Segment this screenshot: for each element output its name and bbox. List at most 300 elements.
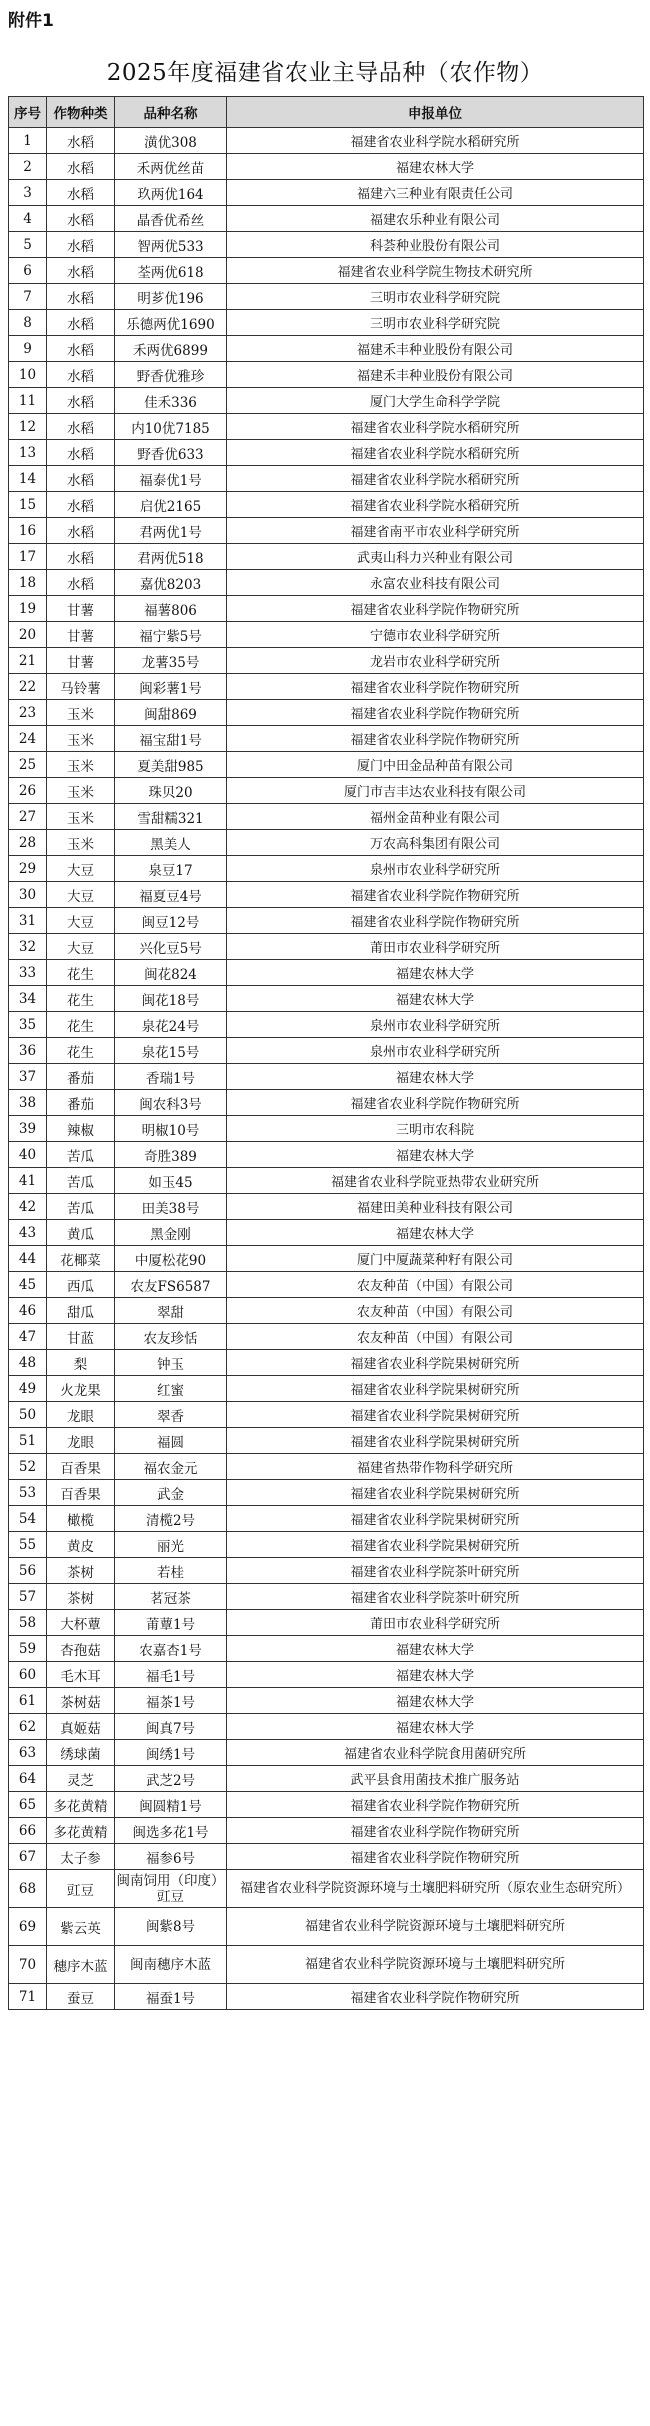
row-crop-type: 玉米 — [47, 804, 115, 830]
row-index: 21 — [9, 648, 47, 674]
row-applicant-unit: 福建省农业科学院作物研究所 — [227, 882, 644, 908]
row-applicant-unit: 莆田市农业科学研究所 — [227, 934, 644, 960]
row-crop-type: 黄瓜 — [47, 1220, 115, 1246]
row-crop-type: 甘薯 — [47, 596, 115, 622]
row-index: 29 — [9, 856, 47, 882]
row-crop-type: 橄榄 — [47, 1506, 115, 1532]
row-variety-name: 兴化豆5号 — [115, 934, 227, 960]
row-index: 53 — [9, 1480, 47, 1506]
row-index: 66 — [9, 1818, 47, 1844]
row-applicant-unit: 福建省农业科学院作物研究所 — [227, 1984, 644, 2010]
row-index: 7 — [9, 284, 47, 310]
row-index: 70 — [9, 1946, 47, 1984]
row-crop-type: 大豆 — [47, 908, 115, 934]
row-applicant-unit: 泉州市农业科学研究所 — [227, 1012, 644, 1038]
row-crop-type: 水稻 — [47, 570, 115, 596]
table-header-row — [9, 97, 644, 128]
row-index: 59 — [9, 1636, 47, 1662]
row-applicant-unit: 福建省农业科学院作物研究所 — [227, 674, 644, 700]
table-row — [9, 258, 644, 284]
table-row — [9, 1350, 644, 1376]
table-row — [9, 882, 644, 908]
table-row — [9, 518, 644, 544]
row-crop-type: 水稻 — [47, 206, 115, 232]
table-row — [9, 284, 644, 310]
row-applicant-unit: 福建省农业科学院水稻研究所 — [227, 466, 644, 492]
row-crop-type: 水稻 — [47, 258, 115, 284]
row-index: 10 — [9, 362, 47, 388]
row-variety-name: 闽甜869 — [115, 700, 227, 726]
row-applicant-unit: 农友种苗（中国）有限公司 — [227, 1298, 644, 1324]
row-index: 39 — [9, 1116, 47, 1142]
row-applicant-unit: 福建省农业科学院亚热带农业研究所 — [227, 1168, 644, 1194]
row-index: 9 — [9, 336, 47, 362]
attachment-label: 附件1 — [8, 11, 54, 31]
row-index: 42 — [9, 1194, 47, 1220]
row-variety-name: 田美38号 — [115, 1194, 227, 1220]
row-crop-type: 绣球菌 — [47, 1740, 115, 1766]
row-variety-name: 闽紫8号 — [115, 1908, 227, 1946]
table-row — [9, 1298, 644, 1324]
row-index: 16 — [9, 518, 47, 544]
row-index: 14 — [9, 466, 47, 492]
table-row — [9, 830, 644, 856]
row-variety-name: 莆蕈1号 — [115, 1610, 227, 1636]
row-index: 8 — [9, 310, 47, 336]
row-crop-type: 茶树菇 — [47, 1688, 115, 1714]
row-crop-type: 苦瓜 — [47, 1194, 115, 1220]
row-crop-type: 豇豆 — [47, 1870, 115, 1908]
row-index: 23 — [9, 700, 47, 726]
row-crop-type: 紫云英 — [47, 1908, 115, 1946]
row-applicant-unit: 福建田美种业科技有限公司 — [227, 1194, 644, 1220]
row-crop-type: 水稻 — [47, 440, 115, 466]
row-applicant-unit: 福建省农业科学院果树研究所 — [227, 1480, 644, 1506]
row-variety-name: 启优2165 — [115, 492, 227, 518]
row-variety-name: 闽绣1号 — [115, 1740, 227, 1766]
table-row — [9, 1662, 644, 1688]
row-crop-type: 玉米 — [47, 726, 115, 752]
row-index: 57 — [9, 1584, 47, 1610]
row-variety-name: 智两优533 — [115, 232, 227, 258]
row-applicant-unit: 厦门大学生命科学学院 — [227, 388, 644, 414]
table-row — [9, 1584, 644, 1610]
row-index: 15 — [9, 492, 47, 518]
row-variety-name: 禾两优丝苗 — [115, 154, 227, 180]
row-applicant-unit: 福建省农业科学院果树研究所 — [227, 1376, 644, 1402]
table-row — [9, 726, 644, 752]
header-applicant-unit: 申报单位 — [227, 97, 644, 128]
table-row — [9, 362, 644, 388]
row-crop-type: 水稻 — [47, 388, 115, 414]
row-crop-type: 水稻 — [47, 310, 115, 336]
table-row — [9, 1012, 644, 1038]
table-row — [9, 1246, 644, 1272]
row-index: 3 — [9, 180, 47, 206]
table-row — [9, 1740, 644, 1766]
row-index: 25 — [9, 752, 47, 778]
row-variety-name: 闽花824 — [115, 960, 227, 986]
row-index: 60 — [9, 1662, 47, 1688]
row-variety-name: 若桂 — [115, 1558, 227, 1584]
row-variety-name: 内10优7185 — [115, 414, 227, 440]
row-index: 61 — [9, 1688, 47, 1714]
row-index: 69 — [9, 1908, 47, 1946]
table-row — [9, 1766, 644, 1792]
table-row — [9, 466, 644, 492]
row-applicant-unit: 莆田市农业科学研究所 — [227, 1610, 644, 1636]
row-variety-name: 红蜜 — [115, 1376, 227, 1402]
table-row — [9, 1870, 644, 1908]
row-applicant-unit: 福建省农业科学院果树研究所 — [227, 1506, 644, 1532]
table-row — [9, 570, 644, 596]
table-row — [9, 1116, 644, 1142]
row-applicant-unit: 福建禾丰种业股份有限公司 — [227, 362, 644, 388]
row-applicant-unit: 福建省农业科学院作物研究所 — [227, 726, 644, 752]
row-applicant-unit: 福建省农业科学院作物研究所 — [227, 1844, 644, 1870]
row-index: 19 — [9, 596, 47, 622]
row-applicant-unit: 福建农林大学 — [227, 1064, 644, 1090]
row-applicant-unit: 宁德市农业科学研究所 — [227, 622, 644, 648]
row-crop-type: 玉米 — [47, 830, 115, 856]
row-applicant-unit: 福建省农业科学院作物研究所 — [227, 1792, 644, 1818]
row-applicant-unit: 福建省农业科学院水稻研究所 — [227, 414, 644, 440]
row-applicant-unit: 福建省农业科学院水稻研究所 — [227, 492, 644, 518]
row-index: 32 — [9, 934, 47, 960]
row-index: 5 — [9, 232, 47, 258]
row-applicant-unit: 福建省农业科学院茶叶研究所 — [227, 1584, 644, 1610]
row-variety-name: 君两优1号 — [115, 518, 227, 544]
row-variety-name: 福参6号 — [115, 1844, 227, 1870]
header-crop-type: 作物种类 — [47, 97, 115, 128]
row-crop-type: 龙眼 — [47, 1402, 115, 1428]
row-crop-type: 甘薯 — [47, 648, 115, 674]
row-crop-type: 真姬菇 — [47, 1714, 115, 1740]
row-variety-name: 翠香 — [115, 1402, 227, 1428]
row-crop-type: 番茄 — [47, 1090, 115, 1116]
row-crop-type: 百香果 — [47, 1480, 115, 1506]
row-variety-name: 泉花15号 — [115, 1038, 227, 1064]
row-applicant-unit: 福建省农业科学院作物研究所 — [227, 1818, 644, 1844]
row-applicant-unit: 福建省农业科学院果树研究所 — [227, 1350, 644, 1376]
row-crop-type: 苦瓜 — [47, 1142, 115, 1168]
row-index: 13 — [9, 440, 47, 466]
row-applicant-unit: 三明市农科院 — [227, 1116, 644, 1142]
row-index: 22 — [9, 674, 47, 700]
row-crop-type: 大豆 — [47, 856, 115, 882]
row-crop-type: 花椰菜 — [47, 1246, 115, 1272]
row-variety-name: 潢优308 — [115, 128, 227, 154]
row-applicant-unit: 福建省农业科学院生物技术研究所 — [227, 258, 644, 284]
table-row — [9, 1454, 644, 1480]
row-index: 46 — [9, 1298, 47, 1324]
table-row — [9, 1324, 644, 1350]
row-applicant-unit: 福建省农业科学院资源环境与土壤肥料研究所 — [227, 1908, 644, 1946]
row-crop-type: 水稻 — [47, 128, 115, 154]
row-index: 67 — [9, 1844, 47, 1870]
row-index: 33 — [9, 960, 47, 986]
table-row — [9, 414, 644, 440]
row-index: 34 — [9, 986, 47, 1012]
row-variety-name: 福泰优1号 — [115, 466, 227, 492]
header-variety-name: 品种名称 — [115, 97, 227, 128]
header-index: 序号 — [9, 97, 47, 128]
row-index: 36 — [9, 1038, 47, 1064]
row-index: 49 — [9, 1376, 47, 1402]
row-variety-name: 黑美人 — [115, 830, 227, 856]
table-row — [9, 752, 644, 778]
row-index: 58 — [9, 1610, 47, 1636]
row-index: 1 — [9, 128, 47, 154]
table-row — [9, 1038, 644, 1064]
row-variety-name: 晶香优希丝 — [115, 206, 227, 232]
row-applicant-unit: 福建省农业科学院茶叶研究所 — [227, 1558, 644, 1584]
row-variety-name: 福圆 — [115, 1428, 227, 1454]
row-variety-name: 黑金刚 — [115, 1220, 227, 1246]
row-index: 65 — [9, 1792, 47, 1818]
table-row — [9, 544, 644, 570]
row-crop-type: 辣椒 — [47, 1116, 115, 1142]
row-variety-name: 泉豆17 — [115, 856, 227, 882]
row-applicant-unit: 福建省农业科学院水稻研究所 — [227, 440, 644, 466]
row-crop-type: 多花黄精 — [47, 1818, 115, 1844]
row-index: 12 — [9, 414, 47, 440]
table-row — [9, 934, 644, 960]
table-row — [9, 908, 644, 934]
table-row — [9, 1168, 644, 1194]
table-row — [9, 1714, 644, 1740]
table-row — [9, 1194, 644, 1220]
row-variety-name: 闽选多花1号 — [115, 1818, 227, 1844]
table-row — [9, 310, 644, 336]
document-title: 2025年度福建省农业主导品种（农作物） — [106, 60, 544, 86]
row-index: 54 — [9, 1506, 47, 1532]
row-variety-name: 嘉优8203 — [115, 570, 227, 596]
table-row — [9, 1908, 644, 1946]
row-applicant-unit: 泉州市农业科学研究所 — [227, 856, 644, 882]
row-index: 52 — [9, 1454, 47, 1480]
row-variety-name: 荃两优618 — [115, 258, 227, 284]
row-variety-name: 茗冠茶 — [115, 1584, 227, 1610]
table-row — [9, 1636, 644, 1662]
table-row — [9, 1844, 644, 1870]
row-variety-name: 明椒10号 — [115, 1116, 227, 1142]
row-crop-type: 花生 — [47, 986, 115, 1012]
row-applicant-unit: 福建禾丰种业股份有限公司 — [227, 336, 644, 362]
table-row — [9, 1610, 644, 1636]
table-row — [9, 622, 644, 648]
table-row — [9, 1142, 644, 1168]
row-crop-type: 水稻 — [47, 232, 115, 258]
row-crop-type: 水稻 — [47, 544, 115, 570]
row-index: 56 — [9, 1558, 47, 1584]
row-crop-type: 水稻 — [47, 492, 115, 518]
table-row — [9, 1402, 644, 1428]
row-index: 47 — [9, 1324, 47, 1350]
row-applicant-unit: 科荟种业股份有限公司 — [227, 232, 644, 258]
row-crop-type: 甜瓜 — [47, 1298, 115, 1324]
row-crop-type: 花生 — [47, 960, 115, 986]
row-index: 43 — [9, 1220, 47, 1246]
row-variety-name: 夏美甜985 — [115, 752, 227, 778]
row-variety-name: 奇胜389 — [115, 1142, 227, 1168]
row-index: 45 — [9, 1272, 47, 1298]
row-applicant-unit: 福建农林大学 — [227, 1714, 644, 1740]
row-applicant-unit: 龙岩市农业科学研究所 — [227, 648, 644, 674]
table-row — [9, 700, 644, 726]
row-crop-type: 苦瓜 — [47, 1168, 115, 1194]
row-index: 27 — [9, 804, 47, 830]
table-row — [9, 856, 644, 882]
row-crop-type: 茶树 — [47, 1584, 115, 1610]
row-applicant-unit: 泉州市农业科学研究所 — [227, 1038, 644, 1064]
row-variety-name: 闽豆12号 — [115, 908, 227, 934]
row-index: 31 — [9, 908, 47, 934]
row-applicant-unit: 武夷山科力兴种业有限公司 — [227, 544, 644, 570]
row-applicant-unit: 福建农林大学 — [227, 1220, 644, 1246]
table-row — [9, 804, 644, 830]
row-crop-type: 毛木耳 — [47, 1662, 115, 1688]
row-variety-name: 泉花24号 — [115, 1012, 227, 1038]
table-row — [9, 492, 644, 518]
row-crop-type: 甘薯 — [47, 622, 115, 648]
row-applicant-unit: 福建农林大学 — [227, 1636, 644, 1662]
row-index: 30 — [9, 882, 47, 908]
table-row — [9, 596, 644, 622]
row-crop-type: 灵芝 — [47, 1766, 115, 1792]
row-crop-type: 太子参 — [47, 1844, 115, 1870]
table-row — [9, 440, 644, 466]
row-variety-name: 佳禾336 — [115, 388, 227, 414]
row-index: 62 — [9, 1714, 47, 1740]
row-variety-name: 丽光 — [115, 1532, 227, 1558]
row-variety-name: 龙薯35号 — [115, 648, 227, 674]
row-applicant-unit: 福建六三种业有限责任公司 — [227, 180, 644, 206]
row-index: 20 — [9, 622, 47, 648]
table-row — [9, 1688, 644, 1714]
row-crop-type: 玉米 — [47, 752, 115, 778]
row-crop-type: 多花黄精 — [47, 1792, 115, 1818]
row-crop-type: 大豆 — [47, 882, 115, 908]
table-row — [9, 1376, 644, 1402]
table-row — [9, 1480, 644, 1506]
row-index: 26 — [9, 778, 47, 804]
row-crop-type: 火龙果 — [47, 1376, 115, 1402]
table-row — [9, 128, 644, 154]
row-crop-type: 黄皮 — [47, 1532, 115, 1558]
row-applicant-unit: 福建省农业科学院果树研究所 — [227, 1402, 644, 1428]
row-crop-type: 蚕豆 — [47, 1984, 115, 2010]
row-applicant-unit: 福建省热带作物科学研究所 — [227, 1454, 644, 1480]
row-index: 11 — [9, 388, 47, 414]
row-crop-type: 西瓜 — [47, 1272, 115, 1298]
row-applicant-unit: 福建省农业科学院果树研究所 — [227, 1532, 644, 1558]
row-applicant-unit: 厦门中田金品种苗有限公司 — [227, 752, 644, 778]
table-row — [9, 154, 644, 180]
table-row — [9, 986, 644, 1012]
row-index: 28 — [9, 830, 47, 856]
row-variety-name: 清榄2号 — [115, 1506, 227, 1532]
row-crop-type: 玉米 — [47, 700, 115, 726]
row-variety-name: 野香优633 — [115, 440, 227, 466]
table-body — [9, 128, 644, 2010]
row-index: 50 — [9, 1402, 47, 1428]
row-applicant-unit: 农友种苗（中国）有限公司 — [227, 1324, 644, 1350]
row-variety-name: 福农金元 — [115, 1454, 227, 1480]
row-index: 63 — [9, 1740, 47, 1766]
row-applicant-unit: 万农高科集团有限公司 — [227, 830, 644, 856]
table-row — [9, 1064, 644, 1090]
row-applicant-unit: 福建农林大学 — [227, 986, 644, 1012]
row-variety-name: 玖两优164 — [115, 180, 227, 206]
table-row — [9, 648, 644, 674]
row-variety-name: 农嘉杏1号 — [115, 1636, 227, 1662]
row-applicant-unit: 福建省农业科学院作物研究所 — [227, 1090, 644, 1116]
table-row — [9, 960, 644, 986]
row-variety-name: 禾两优6899 — [115, 336, 227, 362]
row-applicant-unit: 福建省农业科学院食用菌研究所 — [227, 1740, 644, 1766]
row-index: 68 — [9, 1870, 47, 1908]
row-variety-name: 闽圆精1号 — [115, 1792, 227, 1818]
row-variety-name: 翠甜 — [115, 1298, 227, 1324]
row-applicant-unit: 厦门市吉丰达农业科技有限公司 — [227, 778, 644, 804]
row-crop-type: 杏孢菇 — [47, 1636, 115, 1662]
row-applicant-unit: 福建农林大学 — [227, 1142, 644, 1168]
row-index: 35 — [9, 1012, 47, 1038]
row-variety-name: 中厦松花90 — [115, 1246, 227, 1272]
row-index: 55 — [9, 1532, 47, 1558]
row-applicant-unit: 武平县食用菌技术推广服务站 — [227, 1766, 644, 1792]
table-row — [9, 1220, 644, 1246]
row-index: 18 — [9, 570, 47, 596]
row-crop-type: 水稻 — [47, 336, 115, 362]
row-crop-type: 水稻 — [47, 414, 115, 440]
row-crop-type: 番茄 — [47, 1064, 115, 1090]
row-crop-type: 花生 — [47, 1038, 115, 1064]
row-applicant-unit: 福建农林大学 — [227, 1662, 644, 1688]
table-row — [9, 232, 644, 258]
row-crop-type: 龙眼 — [47, 1428, 115, 1454]
table-row — [9, 1090, 644, 1116]
row-crop-type: 穗序木蓝 — [47, 1946, 115, 1984]
row-variety-name: 君两优518 — [115, 544, 227, 570]
row-index: 17 — [9, 544, 47, 570]
row-applicant-unit: 厦门中厦蔬菜种籽有限公司 — [227, 1246, 644, 1272]
row-applicant-unit: 农友种苗（中国）有限公司 — [227, 1272, 644, 1298]
row-variety-name: 明芗优196 — [115, 284, 227, 310]
row-variety-name: 闽真7号 — [115, 1714, 227, 1740]
row-variety-name: 乐德两优1690 — [115, 310, 227, 336]
row-applicant-unit: 福建省农业科学院水稻研究所 — [227, 128, 644, 154]
row-crop-type: 水稻 — [47, 284, 115, 310]
row-index: 40 — [9, 1142, 47, 1168]
row-crop-type: 水稻 — [47, 180, 115, 206]
row-variety-name: 闽南穗序木蓝 — [115, 1946, 227, 1984]
row-index: 44 — [9, 1246, 47, 1272]
row-index: 64 — [9, 1766, 47, 1792]
row-applicant-unit: 福建省农业科学院果树研究所 — [227, 1428, 644, 1454]
row-applicant-unit: 福建省农业科学院作物研究所 — [227, 700, 644, 726]
row-index: 38 — [9, 1090, 47, 1116]
table-row — [9, 206, 644, 232]
row-crop-type: 百香果 — [47, 1454, 115, 1480]
row-index: 4 — [9, 206, 47, 232]
row-variety-name: 钟玉 — [115, 1350, 227, 1376]
table-row — [9, 1818, 644, 1844]
row-index: 41 — [9, 1168, 47, 1194]
row-variety-name: 福薯806 — [115, 596, 227, 622]
row-variety-name: 雪甜糯321 — [115, 804, 227, 830]
